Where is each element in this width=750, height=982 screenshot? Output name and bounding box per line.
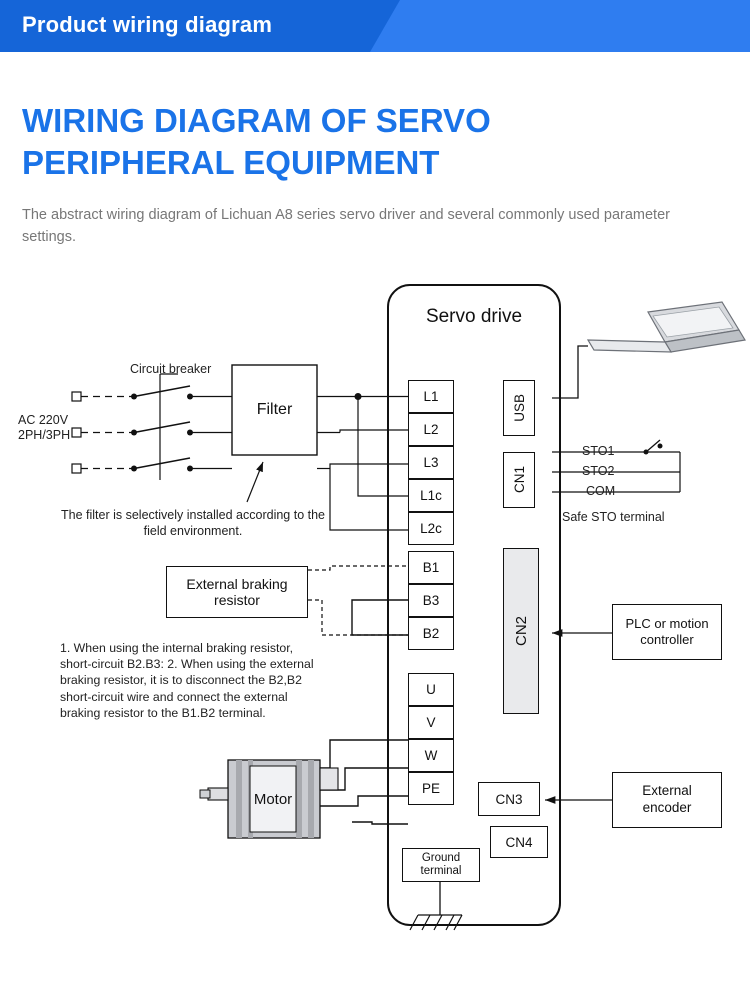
port-l1c[interactable]: L1c [408, 479, 454, 512]
power-source-label-line2: 2PH/3PH [18, 428, 71, 442]
connector-cn1-label: CN1 [511, 466, 527, 494]
sto1-label: STO1 [582, 444, 615, 458]
page-banner [0, 0, 750, 52]
wiring-diagram [0, 270, 750, 970]
port-l3[interactable]: L3 [408, 446, 454, 479]
filter-box-label: Filter [256, 401, 293, 418]
ground-terminal-line1: Ground [421, 851, 461, 864]
banner-title: Product wiring diagram [22, 12, 273, 37]
port-v[interactable]: V [408, 706, 454, 739]
banner-light-shape [370, 0, 750, 52]
connector-cn1[interactable] [503, 452, 535, 508]
power-source-label-line1: AC 220V [18, 413, 69, 427]
plc-box-line1: PLC or motion [625, 615, 709, 631]
connector-cn4[interactable]: CN4 [490, 826, 548, 858]
braking-note: 1. When using the internal braking resistor, short-circuit B2.B3: 2. When using the external braking resistor, it is to disconnect the B2,B2 short-circuit wire and connect the external braking resistor to the B1.B2 terminal. [60, 641, 314, 720]
laptop-icon [588, 302, 745, 352]
port-b2[interactable]: B2 [408, 617, 454, 650]
port-l2c[interactable]: L2c [408, 512, 454, 545]
plc-box-line2: controller [640, 632, 694, 647]
filter-note: The filter is selectively installed according to the field environment. [60, 508, 325, 538]
page-title: WIRING DIAGRAM OF SERVO PERIPHERAL EQUIPMENT [22, 102, 491, 182]
external-encoder-line1: External [642, 783, 692, 799]
servo-drive-label: Servo drive [425, 306, 523, 327]
port-b3[interactable]: B3 [408, 584, 454, 617]
port-l2[interactable]: L2 [408, 413, 454, 446]
port-pe[interactable]: PE [408, 772, 454, 805]
external-braking-resistor-label: External braking resistor [186, 576, 288, 608]
connector-cn3[interactable]: CN3 [478, 782, 540, 816]
port-l1[interactable]: L1 [408, 380, 454, 413]
page-subtitle: The abstract wiring diagram of Lichuan A8 series servo driver and several commonly used parameter settings. [22, 207, 670, 245]
sto2-label: STO2 [582, 464, 615, 478]
connector-usb[interactable] [503, 380, 535, 436]
port-w[interactable]: W [408, 739, 454, 772]
sto-caption: Safe STO terminal [562, 510, 665, 524]
port-b1[interactable]: B1 [408, 551, 454, 584]
ground-terminal-line2: terminal [420, 865, 462, 877]
motor-label: Motor [253, 790, 293, 808]
circuit-breaker-label: Circuit breaker [130, 362, 212, 376]
connector-cn2-label: CN2 [512, 615, 530, 646]
ground-terminal-label [402, 848, 480, 882]
com-label: COM [586, 484, 616, 498]
plc-box-label [612, 604, 722, 660]
port-u[interactable]: U [408, 673, 454, 706]
connector-usb-label: USB [511, 394, 527, 422]
external-encoder-label [612, 772, 722, 828]
external-encoder-line2: encoder [642, 800, 692, 815]
connector-cn2[interactable] [503, 548, 539, 714]
